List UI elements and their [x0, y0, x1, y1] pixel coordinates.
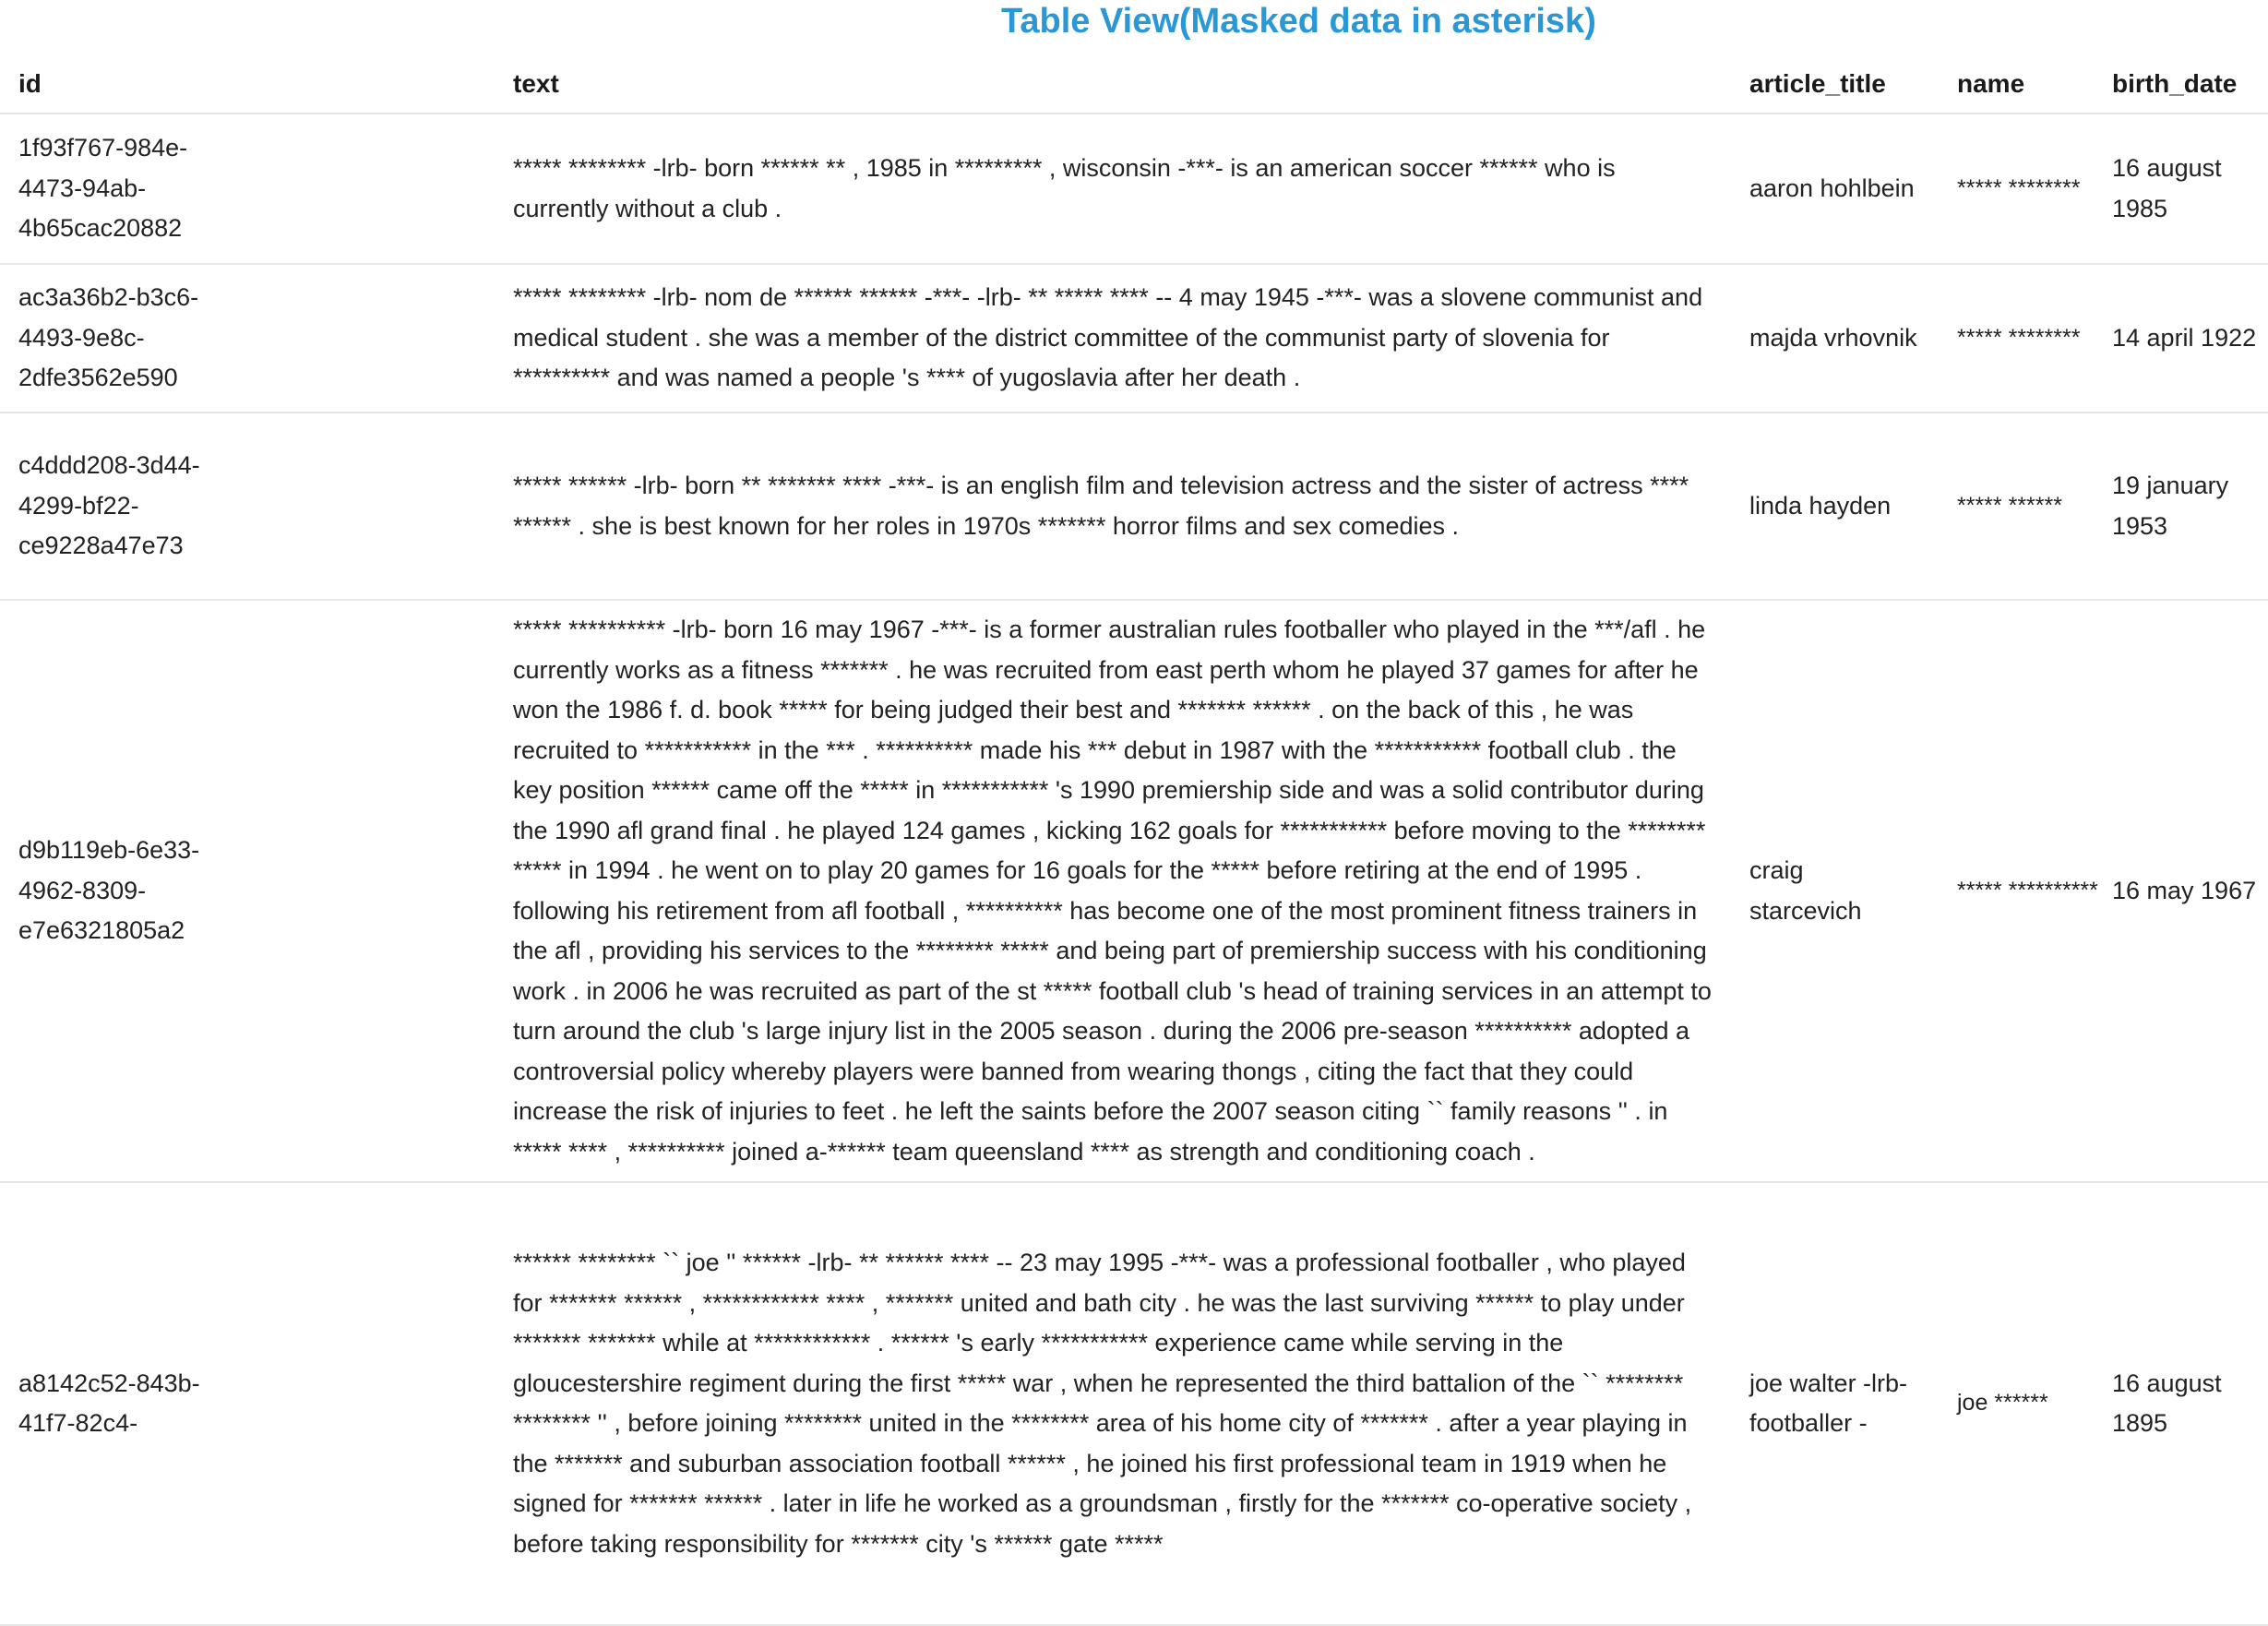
text-cell: ***** ******** -lrb- born ****** ** , 1985 in ********* , wisconsin -***- is an american soccer ****** who is currently without a club .: [247, 114, 1749, 264]
article-title-cell: aaron hohlbein: [1749, 114, 1948, 264]
text-cell: ***** ****** -lrb- born ** ******* **** -***- is an english film and television actress and the sister of actress **** ****** . she is best known for her roles in 1970s ******* horror films and sex comedies .: [247, 412, 1749, 600]
table-header: [0, 55, 2268, 114]
table-row[interactable]: [0, 264, 2268, 412]
text-cell: ***** ******** -lrb- nom de ****** ****** -***- -lrb- ** ***** **** -- 4 may 1945 -***- was a slovene communist and medical student . she was a member of the district committee of the communist party of slovenia for ********** and was named a people 's **** of yugoslavia after her death .: [247, 264, 1749, 412]
id-cell: ac3a36b2-b3c6-4493-9e8c-2dfe3562e590: [0, 264, 247, 412]
text-cell: ****** ******** `` joe '' ****** -lrb- ** ****** **** -- 23 may 1995 -***- was a professional footballer , who played for ******* ****** , ************ **** , ******* united and bath city . he was the last surviving ****** to play under ******* ******* while at ************ . ****** 's early *********** experience came while serving in the gloucestershire regiment during the first ***** war , when he represented the third battalion of the `` ******** ******** '' , before joining ******** united in the ******** area of his home city of ******* . after a year playing in the ******* and suburban association football ****** , he joined his first professional team in 1919 when he signed for ******* ****** . later in life he worked as a groundsman , firstly for the ******* co-operative society , before taking responsibility for ******* city 's ****** gate *****: [247, 1182, 1749, 1625]
birth-date-cell: 16 august 1985: [2108, 114, 2268, 264]
column-header-article-title[interactable]: article_title: [1749, 55, 1948, 114]
birth-date-cell: 14 april 1922: [2108, 264, 2268, 412]
article-title-cell: craig starcevich: [1749, 600, 1948, 1182]
column-header-name[interactable]: name: [1948, 55, 2108, 114]
name-cell: ***** ********: [1948, 114, 2108, 264]
name-cell: ***** **********: [1948, 600, 2108, 1182]
data-table: [0, 55, 2268, 1626]
id-cell: 1f93f767-984e-4473-94ab-4b65cac20882: [0, 114, 247, 264]
page-title: Table View(Masked data in asterisk): [1001, 2, 1596, 41]
article-title-cell: joe walter -lrb- footballer -: [1749, 1182, 1948, 1625]
table-row[interactable]: [0, 114, 2268, 264]
table-body: [0, 114, 2268, 1625]
column-header-id[interactable]: id: [0, 55, 247, 114]
id-cell: d9b119eb-6e33-4962-8309-e7e6321805a2: [0, 600, 247, 1182]
id-cell: c4ddd208-3d44-4299-bf22-ce9228a47e73: [0, 412, 247, 600]
column-header-text[interactable]: text: [247, 55, 1749, 114]
table-row[interactable]: [0, 600, 2268, 1182]
name-cell: ***** ******: [1948, 412, 2108, 600]
id-cell: a8142c52-843b-41f7-82c4-: [0, 1182, 247, 1625]
table-row[interactable]: [0, 412, 2268, 600]
header-row: [0, 55, 2268, 114]
column-header-birth-date[interactable]: birth_date: [2108, 55, 2268, 114]
name-cell: ***** ********: [1948, 264, 2108, 412]
birth-date-cell: 16 may 1967: [2108, 600, 2268, 1182]
article-title-cell: linda hayden: [1749, 412, 1948, 600]
name-cell: joe ******: [1948, 1182, 2108, 1625]
birth-date-cell: 16 august 1895: [2108, 1182, 2268, 1625]
birth-date-cell: 19 january 1953: [2108, 412, 2268, 600]
table-row[interactable]: [0, 1182, 2268, 1625]
article-title-cell: majda vrhovnik: [1749, 264, 1948, 412]
text-cell: ***** ********** -lrb- born 16 may 1967 -***- is a former australian rules footballer who played in the ***/afl . he currently works as a fitness ******* . he was recruited from east perth whom he played 37 games for after he won the 1986 f. d. book ***** for being judged their best and ******* ****** . on the back of this , he was recruited to *********** in the *** . ********** made his *** debut in 1987 with the *********** football club . the key position ****** came off the ***** in *********** 's 1990 premiership side and was a solid contributor during the 1990 afl grand final . he played 124 games , kicking 162 goals for *********** before moving to the ******** ***** in 1994 . he went on to play 20 games for 16 goals for the ***** before retiring at the end of 1995 . following his retirement from afl football , ********** has become one of the most prominent fitness trainers in the afl , providing his services to the ******** ***** and being part of premiership success with his conditioning work . in 2006 he was recruited as part of the st ***** football club 's head of training services in an attempt to turn around the club 's large injury list in the 2005 season . during the 2006 pre-season ********** adopted a controversial policy whereby players were banned from wearing thongs , citing the fact that they could increase the risk of injuries to feet . he left the saints before the 2007 season citing `` family reasons '' . in ***** **** , ********** joined a-****** team queensland **** as strength and conditioning coach .: [247, 600, 1749, 1182]
